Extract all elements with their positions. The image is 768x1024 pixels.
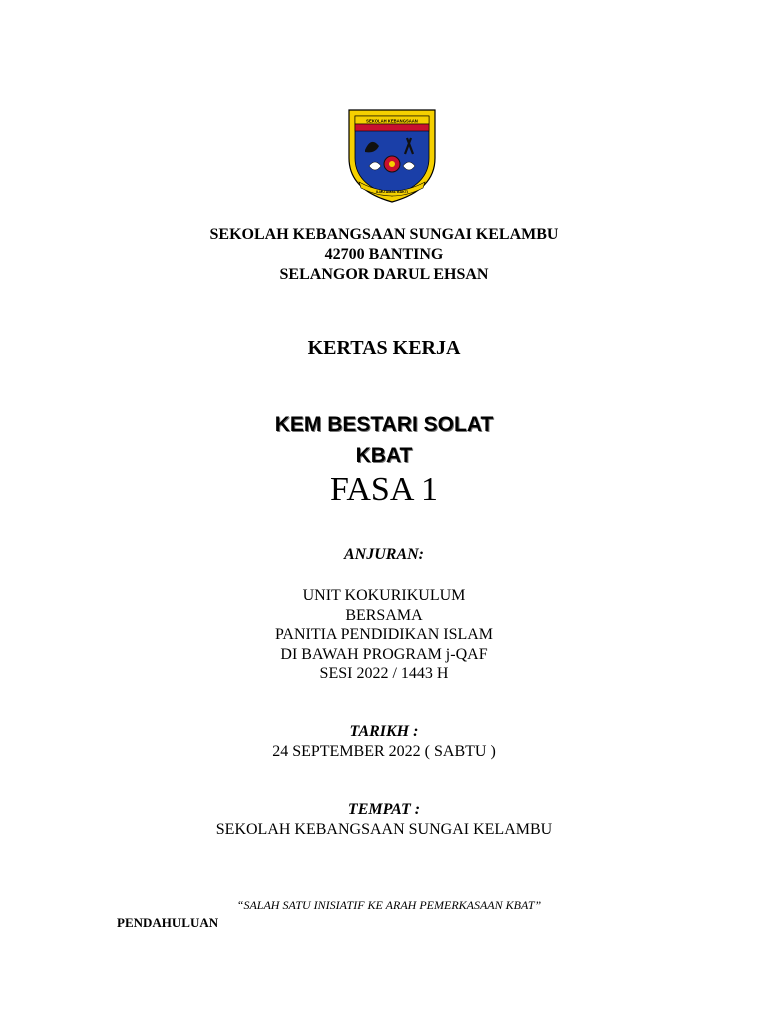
crest-banner-text: SEKOLAH KEBANGSAAN xyxy=(366,118,418,124)
date-label: TARIKH : xyxy=(349,723,419,740)
venue-label: TEMPAT : xyxy=(347,801,421,818)
school-name: SEKOLAH KEBANGSAAN SUNGAI KELAMBU xyxy=(209,226,559,243)
title-phase: FASA 1 xyxy=(329,471,439,508)
document-type: KERTAS KERJA xyxy=(307,337,461,359)
title-line-1: KEM BESTARI SOLAT xyxy=(274,413,494,436)
section-heading-introduction: PENDAHULUAN xyxy=(117,915,219,930)
school-header xyxy=(0,225,768,285)
organizer-line: PANITIA PENDIDIKAN ISLAM xyxy=(274,626,494,643)
crest-motto-text: ILMU AMAL BAKTI xyxy=(376,190,408,194)
venue-value: SEKOLAH KEBANGSAAN SUNGAI KELAMBU xyxy=(215,821,553,838)
school-crest-logo xyxy=(345,108,439,204)
organizer-label: ANJURAN: xyxy=(343,546,424,563)
organizer-list xyxy=(0,586,768,684)
organizer-line: DI BAWAH PROGRAM j-QAF xyxy=(280,645,488,663)
motto-quote: “SALAH SATU INISIATIF KE ARAH PEMERKASAAN KBAT” xyxy=(236,898,542,912)
organizer-line: UNIT KOKURIKULUM xyxy=(302,587,466,604)
date-value: 24 SEPTEMBER 2022 ( SABTU ) xyxy=(272,743,496,760)
school-address: 42700 BANTING xyxy=(324,246,444,263)
school-state: SELANGOR DARUL EHSAN xyxy=(279,266,489,283)
organizer-line: SESI 2022 / 1443 H xyxy=(319,665,449,682)
title-line-2: KBAT xyxy=(355,444,413,467)
organizer-line: BERSAMA xyxy=(345,606,423,624)
